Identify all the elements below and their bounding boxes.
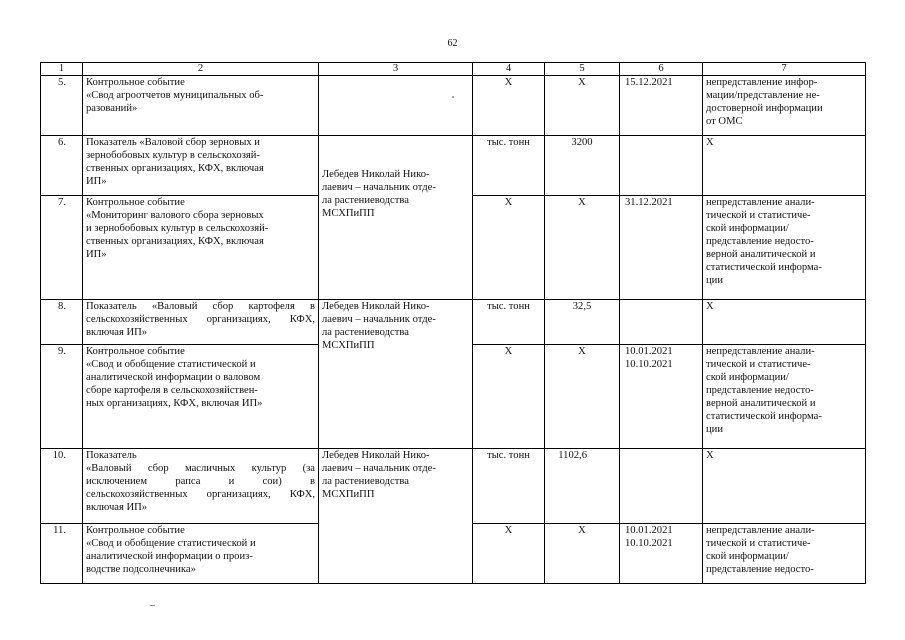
table-row [41,300,866,345]
row-number: 9. [41,345,83,449]
col-header-2: 2 [83,63,319,76]
row-date: 15.12.2021 [620,76,703,136]
row-description [83,449,319,524]
row-number: 5. [41,76,83,136]
row-date: 31.12.2021 [620,196,703,300]
row-risk: Х [703,449,866,524]
row-date: 10.01.2021 10.10.2021 [620,345,703,449]
row-value: 1102,6 [545,449,620,524]
row-risk: непредставление инфор- мации/представление не- достоверной информации от ОМС [703,76,866,136]
row-description: Контрольное событие «Свод и обобщение статистической и аналитической информации о произ- водстве подсолнечника» [83,524,319,584]
col-header-5: 5 [545,63,620,76]
row-responsible-empty [319,76,473,136]
page-number: 62 [447,38,458,49]
row-date [620,136,703,196]
row-date [620,300,703,345]
row-number: 8. [41,300,83,345]
col-header-1: 1 [41,63,83,76]
row-number: 10. [41,449,83,524]
header-row [41,63,866,76]
row-value: 3200 [545,136,620,196]
row-risk: непредставление анали- тической и статистиче- ской информации/ представление недосто- верной аналитической и статистической информа- ции [703,345,866,449]
row-value: Х [545,76,620,136]
col-header-4: 4 [473,63,545,76]
scan-mark [150,605,155,606]
col-header-6: 6 [620,63,703,76]
row-description: Показатель «Валовый сбор картофеля в сельскохозяйственных организациях, КФХ, включая ИП» [83,300,319,345]
row-description-heading: Показатель [86,450,137,461]
row-responsible [319,300,473,449]
row-description: Контрольное событие «Свод агроотчетов муниципальных об- разований» [83,76,319,136]
row-value: Х [545,345,620,449]
row-description: Показатель «Валовой сбор зерновых и зернобобовых культур в сельскохозяй- ственных организациях, КФХ, включая ИП» [83,136,319,196]
responsible-text: Лебедев Николай Нико- лаевич – начальник отде- ла растениеводства МСХПиПП [322,450,436,500]
row-risk: непредставление анали- тической и статистиче- ской информации/ представление недосто- верной аналитической и статистической информа- ции [703,196,866,300]
table-row [41,136,866,196]
row-value: 32,5 [545,300,620,345]
row-unit: тыс. тонн [473,300,545,345]
col-header-7: 7 [703,63,866,76]
row-date: 10.01.2021 10.10.2021 [620,524,703,584]
row-value: Х [545,196,620,300]
plan-table [40,62,866,584]
row-unit: Х [473,196,545,300]
row-unit: Х [473,345,545,449]
row-risk: Х [703,136,866,196]
row-description: Контрольное событие «Мониторинг валового сбора зерновых и зернобобовых культур в сельскохозяй- ственных организациях, КФХ, включая ИП» [83,196,319,300]
row-risk: непредставление анали- тической и статистиче- ской информации/ представление недосто- [703,524,866,584]
responsible-text: Лебедев Николай Нико- лаевич – начальник отде- ла растениеводства МСХПиПП [322,169,436,219]
row-unit: Х [473,524,545,584]
row-risk: Х [703,300,866,345]
row-unit: тыс. тонн [473,136,545,196]
col-header-3: 3 [319,63,473,76]
row-number: 11. [41,524,83,584]
row-description: Контрольное событие «Свод и обобщение статистической и аналитической информации о валовом сборе картофеля в сельскохозяйствен- ных организациях, КФХ, включая ИП» [83,345,319,449]
table-row [41,76,866,136]
row-responsible [319,449,473,584]
row-date [620,449,703,524]
row-description-body: «Валовый сбор масличных культур (за исключением рапса и сои) в сельскохозяйственных организациях, КФХ, включая ИП» [86,463,315,513]
row-unit: Х [473,76,545,136]
row-number: 7. [41,196,83,300]
row-value: Х [545,524,620,584]
row-responsible [319,136,473,300]
responsible-text: Лебедев Николай Нико- лаевич – начальник отде- ла растениеводства МСХПиПП [322,301,436,351]
row-number: 6. [41,136,83,196]
row-unit: тыс. тонн [473,449,545,524]
table-row [41,449,866,524]
